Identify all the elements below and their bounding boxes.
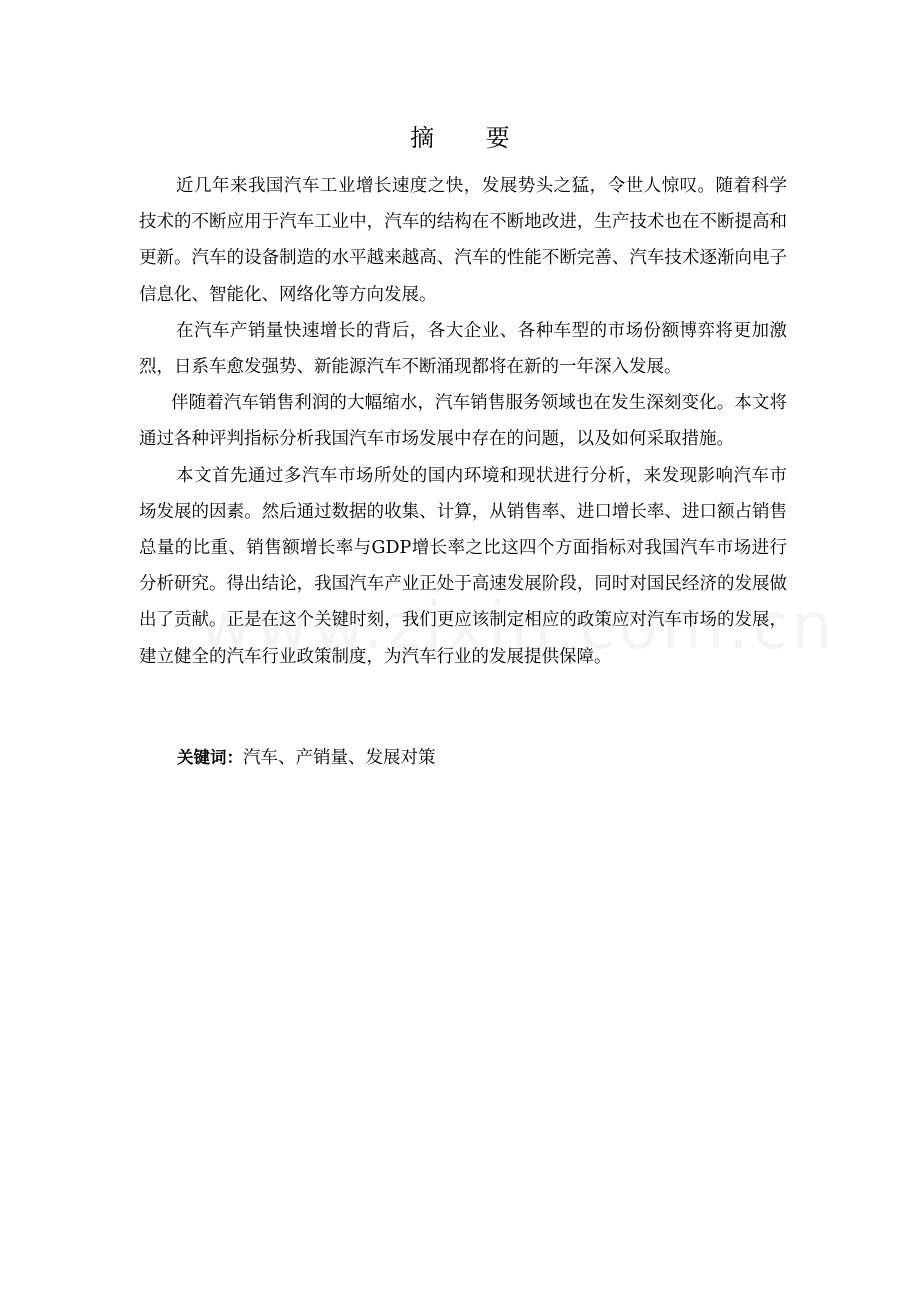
abstract-body <box>139 168 787 675</box>
abstract-paragraph-1: 近几年来我国汽车工业增长速度之快，发展势头之猛，令世人惊叹。随着科学技术的不断应用于汽车工业中，汽车的结构在不断地改进，生产技术也在不断提高和更新。汽车的设备制造的水平越来越高、汽车的性能不断完善、汽车技术逐渐向电子信息化、智能化、网络化等方向发展。 <box>139 176 787 305</box>
keywords-label: 关键词： <box>177 748 243 767</box>
keywords-value: 汽车、产销量、发展对策 <box>243 748 436 768</box>
keywords-line <box>177 740 436 776</box>
abstract-paragraph-2: 在汽车产销量快速增长的背后，各大企业、各种车型的市场份额博弈将更加激烈，日系车愈发强势、新能源汽车不断涌现都将在新的一年深入发展。 <box>139 320 787 378</box>
abstract-paragraph-3: 伴随着汽车销售利润的大幅缩水，汽车销售服务领域也在发生深刻变化。本文将通过各种评判指标分析我国汽车市场发展中存在的问题，以及如何采取措施。 <box>139 393 787 450</box>
abstract-paragraph-4: 本文首先通过多汽车市场所处的国内环境和现状进行分析，来发现影响汽车市场发展的因素。然后通过数据的收集、计算，从销售率、进口增长率、进口额占销售总量的比重、销售额增长率与GDP增长率之比这四个方面指标对我国汽车市场进行分析研究。得出结论，我国汽车产业正处于高速发展阶段，同时对国民经济的发展做出了贡献。正是在这个关键时刻，我们更应该制定相应的政策应对汽车市场的发展，建立健全的汽车行业政策制度，为汽车行业的发展提供保障。 <box>139 465 787 667</box>
page-title: 摘 要 <box>410 124 532 152</box>
